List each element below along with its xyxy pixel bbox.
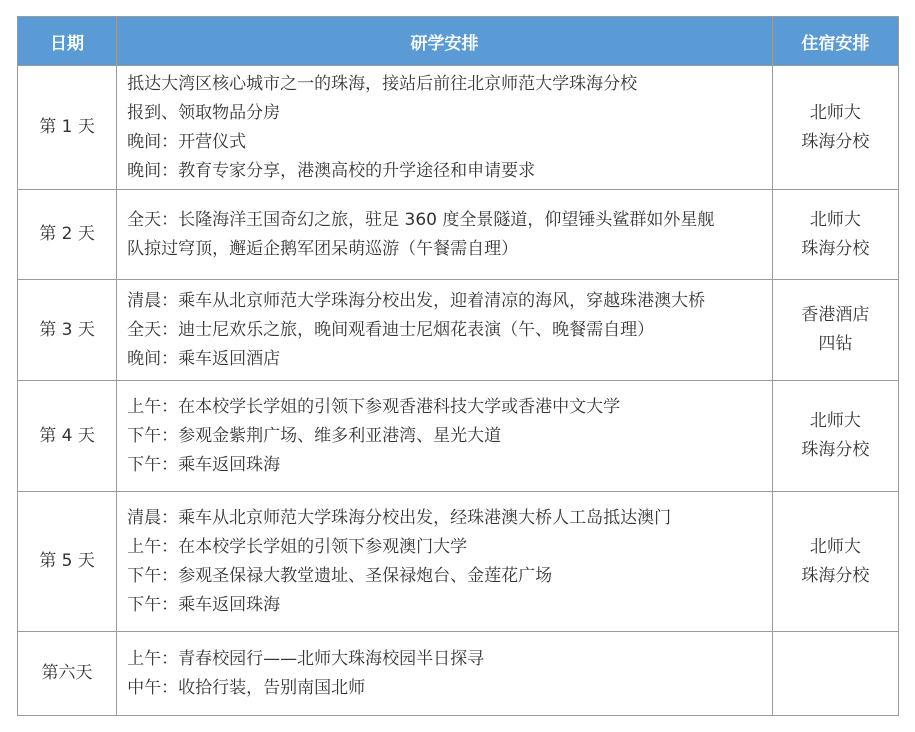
day-cell: 第 3 天 [18,280,117,381]
stay-line: 珠海分校 [801,238,870,259]
itinerary-table [17,16,899,716]
stay-cell [772,66,898,190]
header-plan: 研学安排 [117,17,773,66]
plan-cell [117,632,773,716]
stay-line: 北师大 [809,536,861,557]
plan-line: 清晨：乘车从北京师范大学珠海分校出发，迎着清凉的海风，穿越珠港澳大桥 [127,290,706,311]
plan-line: 下午：乘车返回珠海 [127,594,281,615]
plan-line: 上午：在本校学长学姐的引领下参观澳门大学 [127,536,468,557]
stay-line: 香港酒店 [801,305,870,325]
stay-line: 北师大 [809,411,861,431]
plan-cell [117,492,773,632]
stay-line: 珠海分校 [801,565,870,586]
plan-cell [117,66,773,190]
plan-line: 报到、领取物品分房 [127,102,281,123]
plan-line: 全天：长隆海洋王国奇幻之旅，驻足 360 度全景隧道，仰望锤头鲨群如外星舰 [127,209,715,230]
plan-line: 晚间：教育专家分享，港澳高校的升学途径和申请要求 [127,160,536,181]
plan-line: 晚间：乘车返回酒店 [127,348,281,369]
day-cell: 第 4 天 [18,381,117,492]
day-cell: 第六天 [18,632,117,716]
plan-cell [117,190,773,280]
plan-line: 清晨：乘车从北京师范大学珠海分校出发，经珠港澳大桥人工岛抵达澳门 [127,507,672,528]
stay-cell [772,190,898,280]
plan-line: 晚间：开营仪式 [127,131,247,152]
plan-line: 上午：在本校学长学姐的引领下参观香港科技大学或香港中文大学 [127,396,621,417]
plan-line: 队掠过穹顶，邂逅企鹅军团呆萌巡游（午餐需自理） [127,238,519,259]
header-stay: 住宿安排 [772,17,898,66]
stay-cell [772,492,898,632]
header-day: 日期 [18,17,117,66]
plan-line: 下午：乘车返回珠海 [127,454,281,475]
stay-cell [772,280,898,381]
plan-line: 上午：青春校园行——北师大珠海校园半日探寻 [127,648,485,669]
table-row [18,632,899,716]
table-row [18,190,899,280]
plan-line: 中午：收拾行装，告别南国北师 [127,677,366,698]
header-row [18,17,899,66]
day-cell: 第 1 天 [18,66,117,190]
stay-line: 北师大 [809,209,861,230]
table-row [18,492,899,632]
plan-line: 抵达大湾区核心城市之一的珠海，接站后前往北京师范大学珠海分校 [127,73,638,94]
plan-line: 下午：参观圣保禄大教堂遗址、圣保禄炮台、金莲花广场 [127,565,553,586]
plan-line: 全天：迪士尼欢乐之旅，晚间观看迪士尼烟花表演（午、晚餐需自理） [127,319,655,340]
plan-cell [117,381,773,492]
stay-cell [772,381,898,492]
day-cell: 第 5 天 [18,492,117,632]
day-cell: 第 2 天 [18,190,117,280]
stay-line: 珠海分校 [801,440,870,460]
stay-line: 四钻 [818,334,853,354]
table-row [18,66,899,190]
stay-cell [772,632,898,716]
plan-line: 下午：参观金紫荆广场、维多利亚港湾、星光大道 [127,425,502,446]
table-row [18,280,899,381]
table-row [18,381,899,492]
stay-line: 珠海分校 [801,131,870,152]
stay-line: 北师大 [809,102,861,123]
plan-cell [117,280,773,381]
